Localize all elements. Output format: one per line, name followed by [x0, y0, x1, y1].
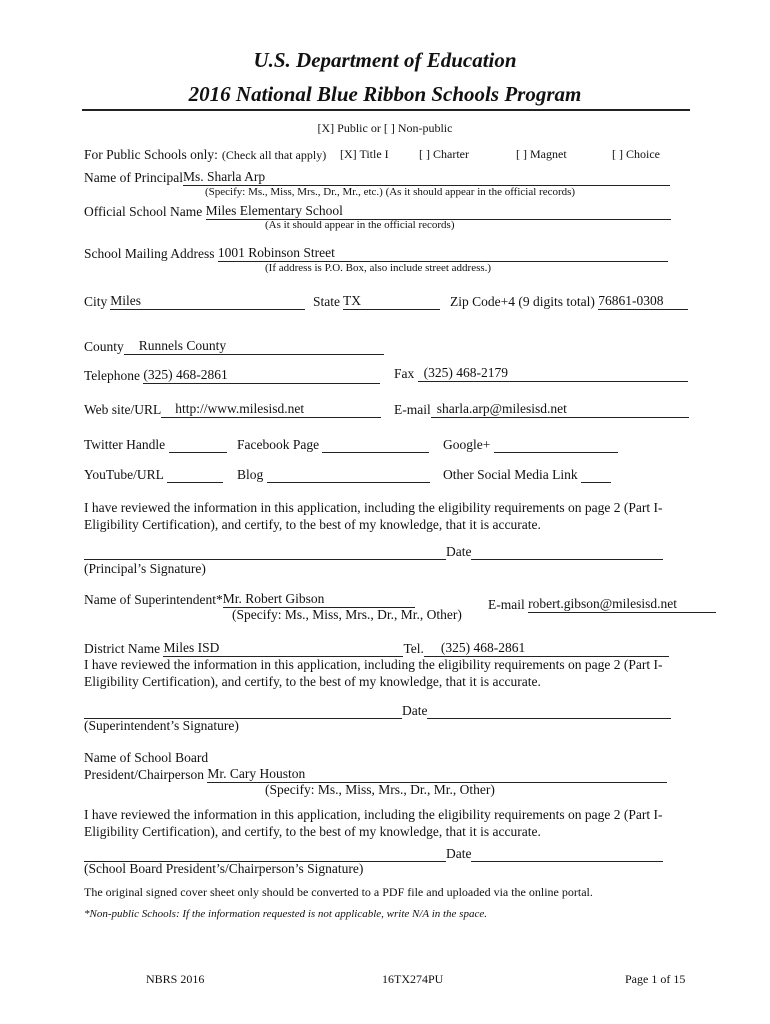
superintendent-label: Name of Superintendent* [84, 592, 223, 607]
twitter-field [169, 452, 227, 453]
county-value: Runnels County [138, 338, 227, 353]
principal-field [183, 169, 670, 186]
principal-value: Ms. Sharla Arp [182, 169, 266, 184]
principal-signature-row [84, 544, 663, 560]
nonpublic-note: *Non-public Schools: If the information requested is not applicable, write N/A in the space. [84, 908, 487, 920]
state-value: TX [343, 293, 361, 308]
youtube-field [167, 482, 223, 483]
board-signature-row [84, 846, 663, 862]
footer-school-id: 16TX274PU [382, 972, 444, 986]
email-row [394, 401, 689, 418]
blog-row [237, 467, 430, 483]
board-label: President/Chairperson [84, 767, 204, 782]
zip-row [450, 293, 688, 310]
superintendent-field [223, 591, 415, 608]
school-name-hint: (As it should appear in the official records) [265, 219, 455, 231]
address-value: 1001 Robinson Street [217, 245, 335, 260]
public-schools-label: For Public Schools only: [84, 147, 218, 162]
principal-label: Name of Principal [84, 170, 183, 185]
twitter-row [84, 437, 227, 453]
county-field [124, 338, 384, 355]
district-value: Miles ISD [163, 640, 220, 655]
superintendent-email-value: robert.gibson@milesisd.net [528, 596, 678, 611]
superintendent-date-label: Date [402, 703, 428, 718]
title-i-option: [X] Title I [340, 147, 389, 161]
superintendent-date-field [427, 718, 671, 719]
fax-value: (325) 468-2179 [423, 365, 508, 380]
blog-field [267, 482, 430, 483]
other-social-row [443, 467, 611, 483]
google-label: Google+ [443, 437, 491, 452]
superintendent-email-row [488, 596, 716, 613]
superintendent-signature-row [84, 703, 671, 719]
board-certification-text: I have reviewed the information in this application, including the eligibility requirements on page 2 (Part I-Eligibility Certification), and certify, to the best of my knowledge, that it is accurate. [84, 807, 663, 839]
city-value: Miles [110, 293, 142, 308]
zip-field [598, 293, 688, 310]
website-label: Web site/URL [84, 402, 162, 417]
page-title: U.S. Department of Education [253, 48, 517, 72]
facebook-row [237, 437, 429, 453]
title-rule [82, 109, 690, 111]
youtube-row [84, 467, 223, 483]
fax-field [418, 365, 688, 382]
blog-label: Blog [237, 467, 264, 482]
public-schools-row [84, 146, 326, 164]
district-field [163, 640, 403, 657]
principal-row [84, 169, 670, 186]
email-field [431, 401, 689, 418]
website-field [161, 401, 381, 418]
other-social-label: Other Social Media Link [443, 467, 578, 482]
other-social-field [581, 482, 611, 483]
telephone-field [143, 367, 380, 384]
address-row [84, 245, 668, 262]
principal-hint: (Specify: Ms., Miss, Mrs., Dr., Mr., etc.) (As it should appear in the official records) [205, 186, 576, 198]
district-tel-label: Tel. [403, 641, 424, 656]
upload-note: The original signed cover sheet only should be converted to a PDF file and uploaded via the online portal. [84, 885, 593, 899]
charter-option: [ ] Charter [419, 147, 469, 161]
youtube-label: YouTube/URL [84, 467, 164, 482]
board-date-field [471, 861, 663, 862]
city-field [110, 293, 305, 310]
twitter-label: Twitter Handle [84, 437, 166, 452]
address-field [218, 245, 668, 262]
website-row [84, 401, 381, 418]
district-row [84, 640, 669, 657]
board-hint: (Specify: Ms., Miss, Mrs., Dr., Mr., Other) [265, 782, 495, 797]
fax-label: Fax [394, 366, 415, 381]
magnet-option: [ ] Magnet [516, 147, 567, 161]
county-row [84, 338, 384, 355]
board-row [84, 766, 667, 783]
zip-value: 76861-0308 [598, 293, 664, 308]
telephone-row [84, 367, 380, 384]
district-tel-value: (325) 468-2861 [440, 640, 526, 655]
zip-label: Zip Code+4 (9 digits total) [450, 294, 595, 309]
school-name-row [84, 203, 671, 220]
superintendent-hint: (Specify: Ms., Miss, Mrs., Dr., Mr., Other) [232, 607, 462, 622]
superintendent-row [84, 591, 415, 608]
email-value: sharla.arp@milesisd.net [436, 401, 567, 416]
principal-signature-caption: (Principal’s Signature) [84, 561, 206, 576]
superintendent-certification-text: I have reviewed the information in this application, including the eligibility requirements on page 2 (Part I-Eligibility Certification), and certify, to the best of my knowledge, that it is accurate. [84, 657, 663, 689]
board-value: Mr. Cary Houston [207, 766, 306, 781]
public-schools-hint: (Check all that apply) [221, 148, 327, 162]
address-label: School Mailing Address [84, 246, 215, 261]
school-name-value: Miles Elementary School [205, 203, 343, 218]
principal-date-label: Date [446, 544, 472, 559]
website-value: http://www.milesisd.net [175, 401, 305, 416]
footer-program: NBRS 2016 [146, 972, 205, 986]
state-label: State [313, 294, 340, 309]
superintendent-email-label: E-mail [488, 597, 525, 612]
county-label: County [84, 339, 124, 354]
fax-row [394, 365, 688, 382]
superintendent-value: Mr. Robert Gibson [222, 591, 325, 606]
city-label: City [84, 294, 108, 309]
google-row [443, 437, 618, 453]
telephone-label: Telephone [84, 368, 141, 383]
principal-date-field [471, 559, 663, 560]
school-name-field [206, 203, 671, 220]
email-label: E-mail [394, 402, 431, 417]
facebook-label: Facebook Page [237, 437, 320, 452]
page-subtitle: 2016 National Blue Ribbon Schools Program [188, 82, 582, 106]
board-label-line1: Name of School Board [84, 750, 209, 765]
school-name-label: Official School Name [84, 204, 203, 219]
footer-page-number: Page 1 of 15 [625, 972, 686, 986]
state-field [343, 293, 440, 310]
board-date-label: Date [446, 846, 472, 861]
district-label: District Name [84, 641, 161, 656]
superintendent-email-field [528, 596, 716, 613]
google-field [494, 452, 618, 453]
facebook-field [322, 452, 429, 453]
principal-certification-text: I have reviewed the information in this application, including the eligibility requirements on page 2 (Part I-Eligibility Certification), and certify, to the best of my knowledge, that it is accurate. [84, 500, 663, 532]
telephone-value: (325) 468-2861 [143, 367, 228, 382]
district-tel-field [424, 640, 669, 657]
city-row [84, 293, 305, 310]
choice-option: [ ] Choice [612, 147, 660, 161]
school-type-options: [X] Public or [ ] Non-public [317, 121, 453, 135]
address-hint: (If address is P.O. Box, also include street address.) [265, 262, 492, 274]
state-row [313, 293, 440, 310]
board-signature-caption: (School Board President’s/Chairperson’s Signature) [84, 861, 364, 876]
superintendent-signature-caption: (Superintendent’s Signature) [84, 718, 239, 733]
principal-signature-field [84, 559, 446, 560]
board-field [207, 766, 667, 783]
